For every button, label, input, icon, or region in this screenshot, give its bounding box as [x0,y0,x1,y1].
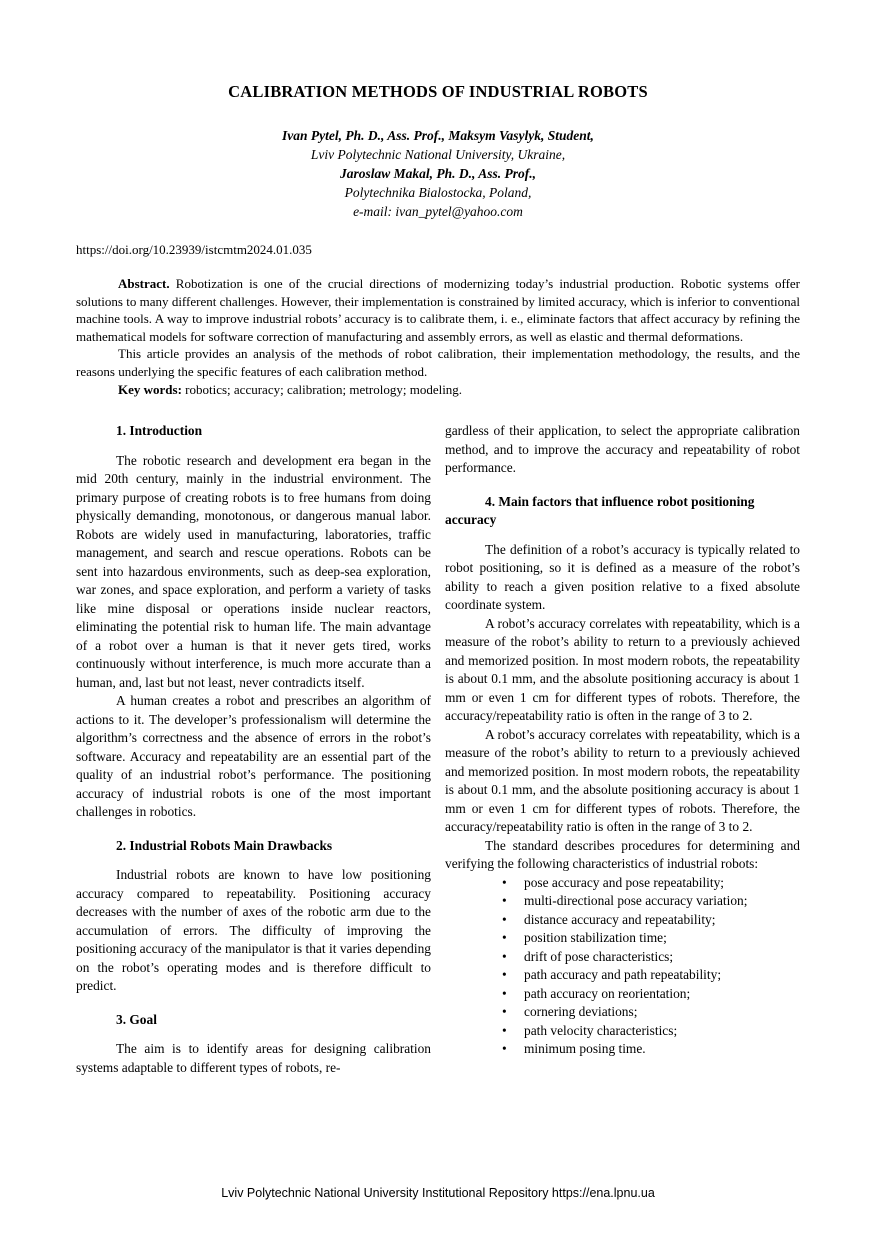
abstract-paragraph [76,275,800,345]
keywords-label: Key words: [118,381,182,397]
section-heading: 3. Goal [116,1011,157,1027]
bullet-item: • distance accuracy and repeatability; [502,911,800,930]
body-paragraph: The robotic research and development era began in the mid 20th century, mainly in the industrial environment. The primary purpose of creating robots is to free humans from doing physically demanding, monotonous, or dangerous manual labor. Robots are widely used in manufacturing, laboratories, traffic management, and search and rescue operations. Robots can be sent into hazardous environments, such as deep-sea exploration, war zones, and space exploration, and perform a variety of tasks like mine disposal or operations inside nuclear reactors, eliminating the potential risk to human life. The main advantage of a robot over a human is that it never gets tired, works continuously without interference, is much more accurate than a human, and, last but not least, never contradicts itself. [76,452,431,690]
bullet-item: • cornering deviations; [502,1003,800,1022]
body-paragraph: A robot’s accuracy correlates with repeatability, which is a measure of the robot’s ability to return to a previously achieved and memorized position. In most modern robots, the repeatability is about 0.1 mm, and the absolute positioning accuracy is about 1 mm or even 1 cm for different types of robots. Therefore, the accuracy/repeatability ratio is often in the range of 3 to 2. [445,726,800,835]
author-line: Ivan Pytel, Ph. D., Ass. Prof., Maksym Vasylyk, Student, [282,128,594,143]
author-line: Jaroslaw Makal, Ph. D., Ass. Prof., [339,166,537,181]
abstract-paragraph-2: This article provides an analysis of the methods of robot calibration, their implementation methodology, the results, and the reasons underlying the specific features of each calibration method. [76,346,800,379]
body-paragraph: A robot’s accuracy correlates with repeatability, which is a measure of the robot’s ability to return to a previously achieved and memorized position. In most modern robots, the repeatability is about 0.1 mm, and the absolute positioning accuracy is about 1 mm or even 1 cm for different types of robots. Therefore, the accuracy/repeatability ratio is often in the range of 3 to 2. [445,615,800,724]
section-heading: 1. Introduction [116,423,203,439]
body-paragraph: The aim is to identify areas for designing calibration systems adaptable to different types of robots, re- [76,1041,431,1075]
keywords-text: robotics; accuracy; calibration; metrology; modeling. [181,381,463,397]
bullet-item: • minimum posing time. [502,1040,800,1059]
bullet-item: • drift of pose characteristics; [502,948,800,967]
bullet-item: • pose accuracy and pose repeatability; [502,874,800,893]
body-paragraph: Industrial robots are known to have low positioning accuracy compared to repeatability. Positioning accuracy decreases with the number of axes of the robotic arm due to the accumulation of errors. The difficulty of improving the positioning accuracy of the manipulator is that it varies depending on the robot’s operating modes and is therefore difficult to predict. [76,867,431,994]
abstract-label: Abstract. [118,276,170,291]
bullet-item: • path velocity characteristics; [502,1022,800,1041]
author-line: Polytechnika Bialostocka, Poland, [344,185,532,200]
bullet-item: • path accuracy and path repeatability; [502,966,800,985]
body-paragraph: A human creates a robot and prescribes an algorithm of actions to it. The developer’s professionalism will determine the algorithm’s correctness and the absence of errors in the robot’s software. Accuracy and repeatability are an essential part of the quality of an industrial robot’s performance. The positioning accuracy of industrial robots is one of the most important challenges in robotics. [76,693,431,820]
bullet-item: • path accuracy on reorientation; [502,985,800,1004]
body-paragraph: gardless of their application, to select the appropriate calibration method, and to improve the accuracy and repeatability of robot performance. [445,423,800,476]
bullet-list [445,874,800,1059]
front-matter [76,275,800,398]
body-paragraph: The definition of a robot’s accuracy is typically related to robot positioning, so it is defined as a measure of the robot’s ability to reach a given position relative to a fixed absolute coordinate system. [445,541,800,613]
keywords-line [76,381,800,399]
two-column-body [76,422,800,1077]
section-heading: 4. Main factors that influence robot positioning accuracy [445,493,755,528]
paper-title: CALIBRATION METHODS OF INDUSTRIAL ROBOTS [228,82,648,101]
repository-footer: Lviv Polytechnic National University Institutional Repository https://ena.lpnu.ua [221,1186,655,1200]
abstract-text: Robotization is one of the crucial directions of modernizing today’s industrial production. Robotic systems offer solutions to many different challenges. However, their implementation is constrained by limited accuracy, which is inferior to conventional machine tools. A way to improve industrial robots’ accuracy is to calibrate them, i. e., eliminate factors that affect accuracy by refining the mathematical models for software correction of manufacturing and assembly errors, as well as elastic and thermal deformations. [76,276,800,344]
section-heading: 2. Industrial Robots Main Drawbacks [116,837,333,853]
author-line: Lviv Polytechnic National University, Ukraine, [310,147,566,162]
left-column [76,422,431,1077]
doi-text: https://doi.org/10.23939/istcmtm2024.01.035 [76,242,312,257]
bullet-item: • position stabilization time; [502,929,800,948]
bullet-item: • multi-directional pose accuracy variation; [502,892,800,911]
right-column [445,422,800,1077]
author-line: e-mail: ivan_pytel@yahoo.com [353,204,523,219]
authors-block [76,126,800,221]
body-paragraph: The standard describes procedures for determining and verifying the following characteristics of industrial robots: [445,837,800,872]
